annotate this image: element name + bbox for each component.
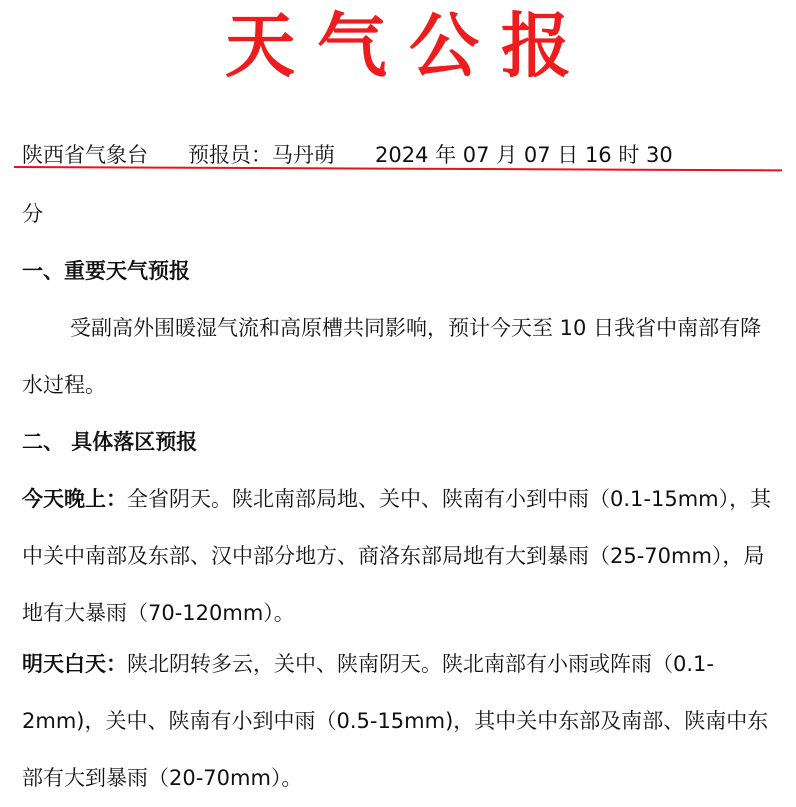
section1-body: 受副高外围暖湿气流和高原槽共同影响，预计今天至 10 日我省中南部有降水过程。 <box>22 316 762 397</box>
tonight-forecast <box>22 471 782 642</box>
tomorrow-forecast <box>22 636 782 807</box>
tomorrow-label: 明天白天： <box>22 652 127 676</box>
issue-datetime: 2024 年 07 月 07 日 16 时 30 <box>375 143 673 167</box>
bulletin-title: 天气公报 <box>225 5 593 87</box>
tonight-label: 今天晚上： <box>22 487 127 511</box>
issuing-office: 陕西省气象台 <box>22 143 148 167</box>
issue-datetime-continued: 分 <box>22 202 43 226</box>
tonight-text: 全省阴天。陕北南部局地、关中、陕南有小到中雨（0.1-15mm），其中关中南部及东部、汉中部分地方、商洛东部局地有大到暴雨（25-70mm），局地有大暴雨（70-120mm）。 <box>22 487 772 625</box>
section2-heading: 二、 具体落区预报 <box>22 430 198 454</box>
tomorrow-text: 陕北阴转多云，关中、陕南阴天。陕北南部有小雨或阵雨（0.1-2mm)，关中、陕南有小到中雨（0.5-15mm)，其中关中东部及南部、陕南中东部有大到暴雨（20-70mm）。 <box>22 652 769 790</box>
section1-heading: 一、重要天气预报 <box>22 259 190 283</box>
forecaster: 预报员：马丹萌 <box>188 143 335 167</box>
